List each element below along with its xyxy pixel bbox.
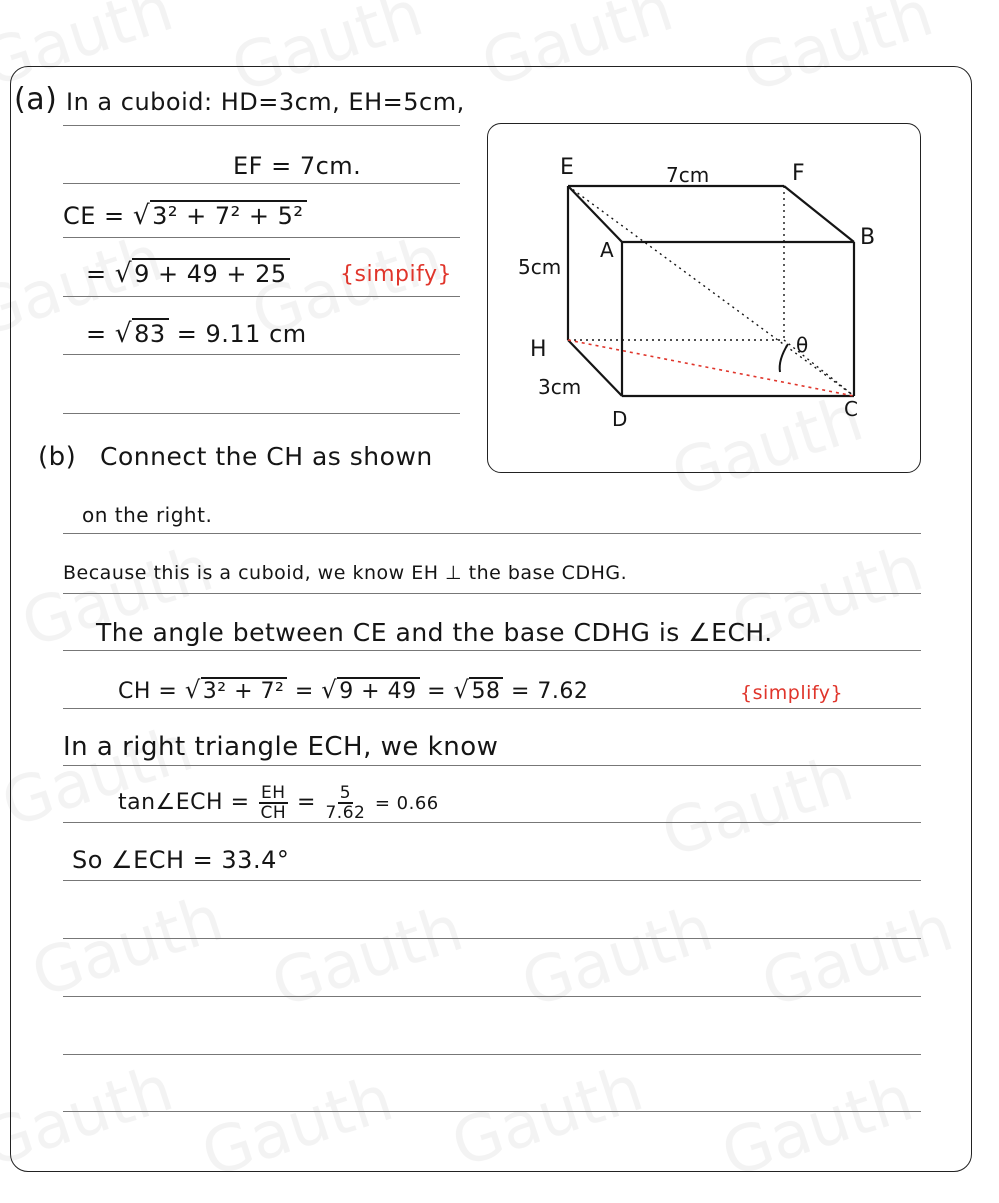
part-b-line2: on the right. (82, 503, 213, 527)
label-H: H (530, 337, 547, 362)
ruled-line (63, 938, 921, 939)
ruled-line (63, 593, 921, 594)
part-b-label: (b) (38, 442, 77, 472)
ruled-line (63, 1111, 921, 1112)
ch-radicand-1: 3² + 7² (201, 677, 288, 704)
ruled-line (63, 125, 460, 126)
ruled-line (63, 1054, 921, 1055)
edge-FB (784, 186, 854, 242)
sqrt-symbol: √ (453, 676, 470, 704)
diagonal-EC (568, 186, 854, 396)
step2-radicand: 9 + 49 + 25 (132, 258, 290, 288)
part-b-line3: Because this is a cuboid, we know EH ⊥ the base CDHG. (63, 562, 628, 584)
ch-radicand-3: 58 (469, 677, 503, 704)
simplify-note-2: {simplify} (740, 682, 844, 704)
cuboid-figure (487, 123, 921, 473)
ce-formula (63, 200, 307, 231)
fraction-denominator: 7.62 (325, 803, 366, 823)
ce-radicand: 3² + 7² + 5² (150, 200, 306, 230)
final-answer: So ∠ECH = 33.4° (72, 846, 290, 874)
label-top-edge: 7cm (666, 163, 710, 187)
ch-eq-2: = (294, 679, 314, 704)
ruled-line (63, 708, 921, 709)
angle-arc (780, 344, 788, 372)
sqrt-symbol: √ (132, 200, 151, 231)
ruled-line (63, 533, 921, 534)
ruled-line (63, 765, 921, 766)
part-b-line4: The angle between CE and the base CDHG is ∠ECH. (96, 618, 773, 647)
step3-eq: = (86, 320, 107, 348)
sqrt-symbol: √ (114, 318, 133, 349)
label-left-edge: 5cm (518, 255, 562, 279)
ruled-line (63, 650, 921, 651)
simplify-note: {simpify} (340, 262, 452, 287)
part-a-label: (a) (14, 82, 58, 117)
tan-eq: = (297, 790, 316, 815)
ch-eq-3: = (427, 679, 447, 704)
label-bottom-edge: 3cm (538, 375, 582, 399)
step3-radicand: 83 (132, 318, 169, 348)
ruled-line (63, 880, 921, 881)
tan-formula (118, 784, 439, 822)
sqrt-symbol: √ (321, 676, 338, 704)
ruled-line (63, 237, 460, 238)
fraction-numerator: EH (261, 783, 286, 803)
ce-result: = 9.11 cm (176, 320, 307, 348)
ch-lhs: CH = (118, 679, 178, 704)
part-a-given-line1: In a cuboid: HD=3cm, EH=5cm, (66, 88, 465, 116)
fraction-numerator: 5 (339, 783, 352, 803)
ruled-line (63, 413, 460, 414)
label-D: D (612, 407, 628, 431)
fraction-5-762 (325, 784, 365, 822)
ch-result: = 7.62 (510, 679, 589, 704)
ce-lhs: CE = (63, 202, 125, 230)
step2-eq: = (86, 260, 107, 288)
cuboid-diagram (488, 124, 920, 472)
sqrt-symbol: √ (114, 258, 133, 289)
hidden-edge-GC (784, 340, 854, 396)
ruled-line (63, 996, 921, 997)
ruled-line (63, 822, 921, 823)
fraction-eh-ch (259, 784, 288, 822)
ce-step2 (86, 258, 290, 289)
fraction-denominator: CH (260, 803, 287, 823)
label-E: E (560, 155, 574, 180)
label-angle-theta: θ (796, 333, 809, 357)
part-b-line1: Connect the CH as shown (100, 442, 433, 471)
part-b-line6: In a right triangle ECH, we know (63, 732, 499, 762)
ruled-line (63, 354, 460, 355)
label-F: F (792, 161, 805, 186)
label-B: B (860, 225, 876, 250)
ruled-line (63, 183, 460, 184)
label-C: C (844, 397, 858, 421)
ce-step3 (86, 318, 307, 349)
part-a-given-line2: EF = 7cm. (233, 152, 362, 180)
ch-formula (118, 676, 588, 704)
sqrt-symbol: √ (184, 676, 201, 704)
ch-radicand-2: 9 + 49 (337, 677, 419, 704)
segment-CH (568, 340, 854, 396)
tan-result: = 0.66 (374, 793, 439, 814)
ruled-line (63, 296, 460, 297)
tan-lhs: tan∠ECH = (118, 790, 250, 815)
label-A: A (600, 238, 614, 262)
edge-EA (568, 186, 622, 242)
